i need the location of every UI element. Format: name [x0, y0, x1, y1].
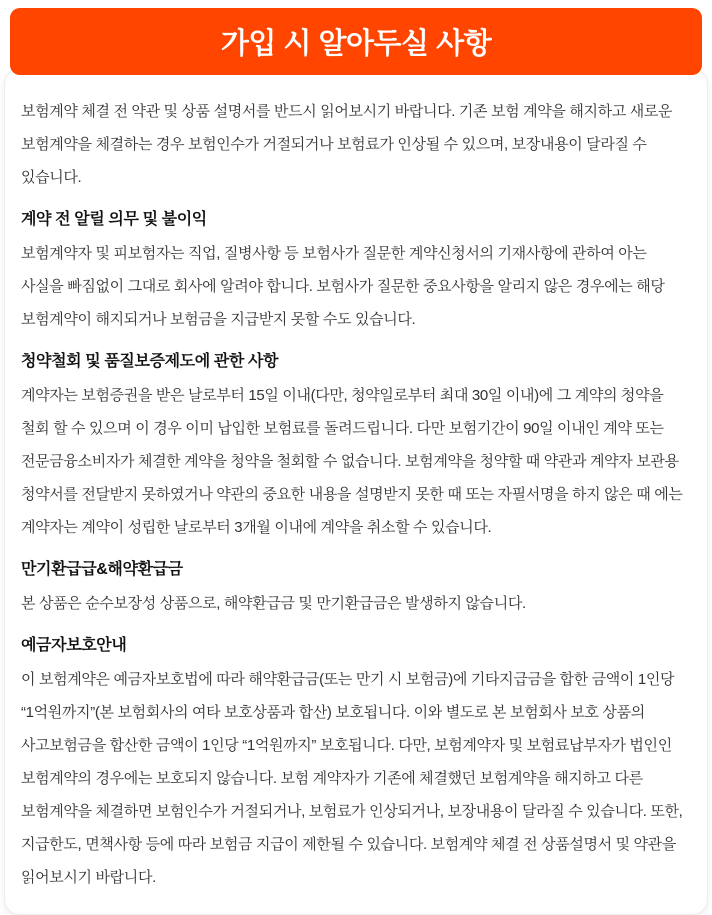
- section-body: 이 보험계약은 예금자보호법에 따라 해약환급금(또는 만기 시 보험금)에 기타지급금을 합한 금액이 1인당 “1억원까지”(본 보험회사의 여타 보호상품과 합산) 보호됩니다. 이와 별도로 본 보험회사 보호 상품의 사고보험금을 합산한 금액이 1인당 “1억원까지” 보호됩니다. 다만, 보험계약자 및 보험료납부자가 법인인 보험계약의 경우에는 보호되지 않습니다. 보험 계약자가 기존에 체결했던 보험계약을 해지하고 다른 보험계약을 체결하면 보험인수가 거절되거나, 보험료가 인상되거나, 보장내용이 달라질 수 있습니다. 또한, 지급한도, 면책사항 등에 따라 보험금 지급이 제한될 수 있습니다. 보험계약 체결 전 상품설명서 및 약관을 읽어보시기 바랍니다.: [21, 671, 683, 886]
- notice-section-disclosure-duty: [19, 208, 693, 336]
- section-body: 본 상품은 순수보장성 상품으로, 해약환급금 및 만기환급금은 발생하지 않습니다.: [21, 595, 526, 612]
- notice-section-withdrawal: [19, 350, 693, 544]
- section-body: 보험계약자 및 피보험자는 직업, 질병사항 등 보험사가 질문한 계약신청서의 기재사항에 관하여 아는 사실을 빠짐없이 그대로 회사에 알려야 합니다. 보험사가 질문한 중요사항을 알리지 않은 경우에는 해당 보험계약이 해지되거나 보험금을 지급받지 못할 수도 있습니다.: [21, 245, 665, 328]
- section-body: 계약자는 보험증권을 받은 날로부터 15일 이내(다만, 청약일로부터 최대 30일 이내)에 그 계약의 청약을 철회 할 수 있으며 이 경우 이미 납입한 보험료를 돌려드립니다. 다만 보험기간이 90일 이내인 계약 또는 전문금융소비자가 체결한 계약을 청약을 철회할 수 없습니다. 보험계약을 청약할 때 약관과 계약자 보관용 청약서를 전달받지 못하였거나 약관의 중요한 내용을 설명받지 못한 때 또는 자필서명을 하지 않은 때 에는 계약자는 계약이 성립한 날로부터 3개월 이내에 계약을 취소할 수 있습니다.: [21, 387, 683, 536]
- notice-section-depositor-protection: [19, 634, 693, 894]
- notice-card: [4, 68, 708, 915]
- notice-section-intro: [19, 95, 693, 194]
- section-heading: 계약 전 알릴 의무 및 불이익: [21, 211, 207, 228]
- section-heading: 예금자보호안내: [21, 637, 127, 654]
- section-heading: 만기환급급&해약환급금: [21, 561, 183, 578]
- page-title: 가입 시 알아두실 사항: [220, 28, 492, 60]
- page: [0, 8, 712, 886]
- header-banner: [10, 8, 702, 75]
- section-heading: 청약철회 및 품질보증제도에 관한 사항: [21, 353, 279, 370]
- section-body: 보험계약 체결 전 약관 및 상품 설명서를 반드시 읽어보시기 바랍니다. 기존 보험 계약을 해지하고 새로운 보험계약을 체결하는 경우 보험인수가 거절되거나 보험료가 인상될 수 있으며, 보장내용이 달라질 수 있습니다.: [21, 103, 673, 186]
- notice-section-refund: [19, 558, 693, 620]
